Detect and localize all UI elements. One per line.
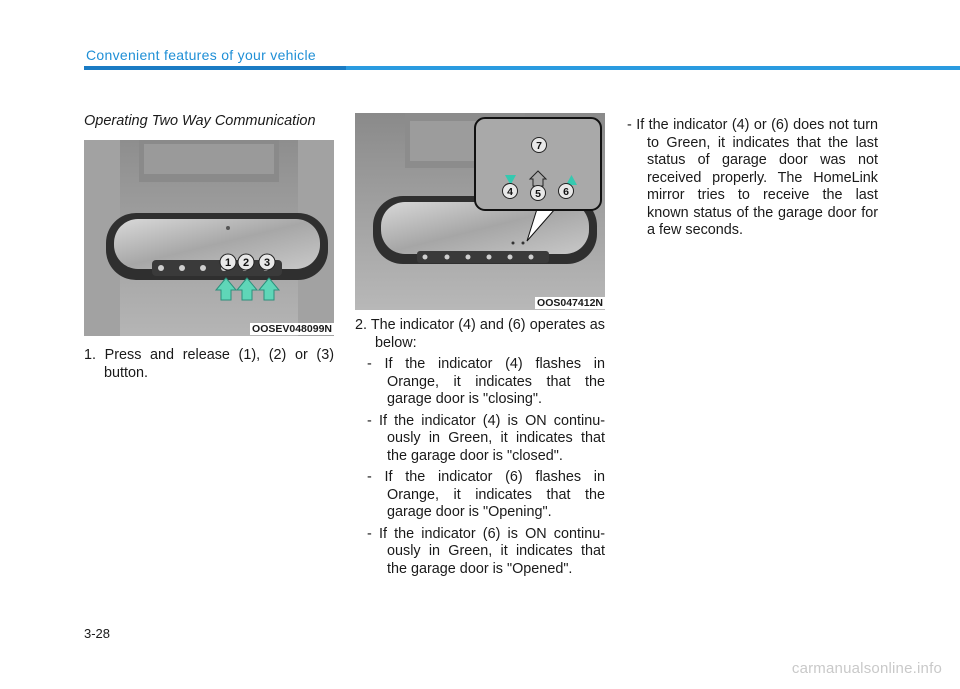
callout-label-3: 3: [263, 257, 271, 269]
step-2-bullet: - If the indicator (6) is ON continu-ously in Green, it indicates that the garage door is "Opened".: [367, 525, 605, 577]
callout-label-1: 1: [224, 257, 232, 269]
page-number: 3-28: [84, 626, 111, 641]
status-note-paragraph: - If the indicator (4) or (6) does not turn to Green, it indicates that the last status of garage door was not received properly. The HomeLink mirror tries to receive the last known status of the garage door for a few seconds.: [627, 117, 878, 238]
step-1-text: [84, 347, 334, 382]
callout-label-7: 7: [536, 140, 542, 152]
figure-mirror-buttons: [84, 140, 334, 336]
callout-badge-7: [532, 138, 547, 153]
callout-badge-5: [531, 186, 546, 201]
callout-badge-4: [503, 184, 518, 199]
callout-label-6: 6: [563, 186, 569, 198]
section-header-title: Convenient features of your vehicle: [86, 47, 316, 63]
operating-two-way-title: Operating Two Way Communication: [84, 113, 316, 129]
step-2-bullet: - If the indicator (4) flashes in Orange, it indicates that the garage door is "closing".: [367, 356, 605, 407]
figure-mirror-indicators: [355, 113, 605, 310]
step-2-text: [355, 317, 605, 578]
figure-code-2: OOS047412N: [537, 297, 603, 309]
callout-label-4: 4: [507, 186, 513, 198]
callout-badge-2: [238, 254, 254, 270]
watermark-text: carmanualsonline.info: [791, 660, 942, 677]
indicator-zoom-inset: [475, 118, 601, 210]
figure-code-1: OOSEV048099N: [252, 323, 332, 335]
callout-badge-3: [259, 254, 275, 270]
header-rule-accent: [84, 66, 346, 70]
callout-label-2: 2: [242, 257, 250, 269]
step-1-paragraph: 1. Press and release (1), (2) or (3) button.: [84, 347, 334, 381]
right-column-note: [627, 113, 878, 240]
step-2-bullet: - If the indicator (4) is ON continu-ously in Green, it indicates that the garage door is "closed".: [367, 412, 605, 464]
mirror-indicators-illustration: [355, 113, 605, 310]
callout-label-5: 5: [535, 188, 541, 200]
step-2-paragraph: 2. The indicator (4) and (6) operates as below:: [355, 317, 605, 351]
mirror-buttons-illustration: [84, 140, 334, 336]
callout-badge-1: [220, 254, 236, 270]
callout-badge-6: [559, 184, 574, 199]
step-2-bullet: - If the indicator (6) flashes in Orange, it indicates that the garage door is "Opening".: [367, 469, 605, 520]
